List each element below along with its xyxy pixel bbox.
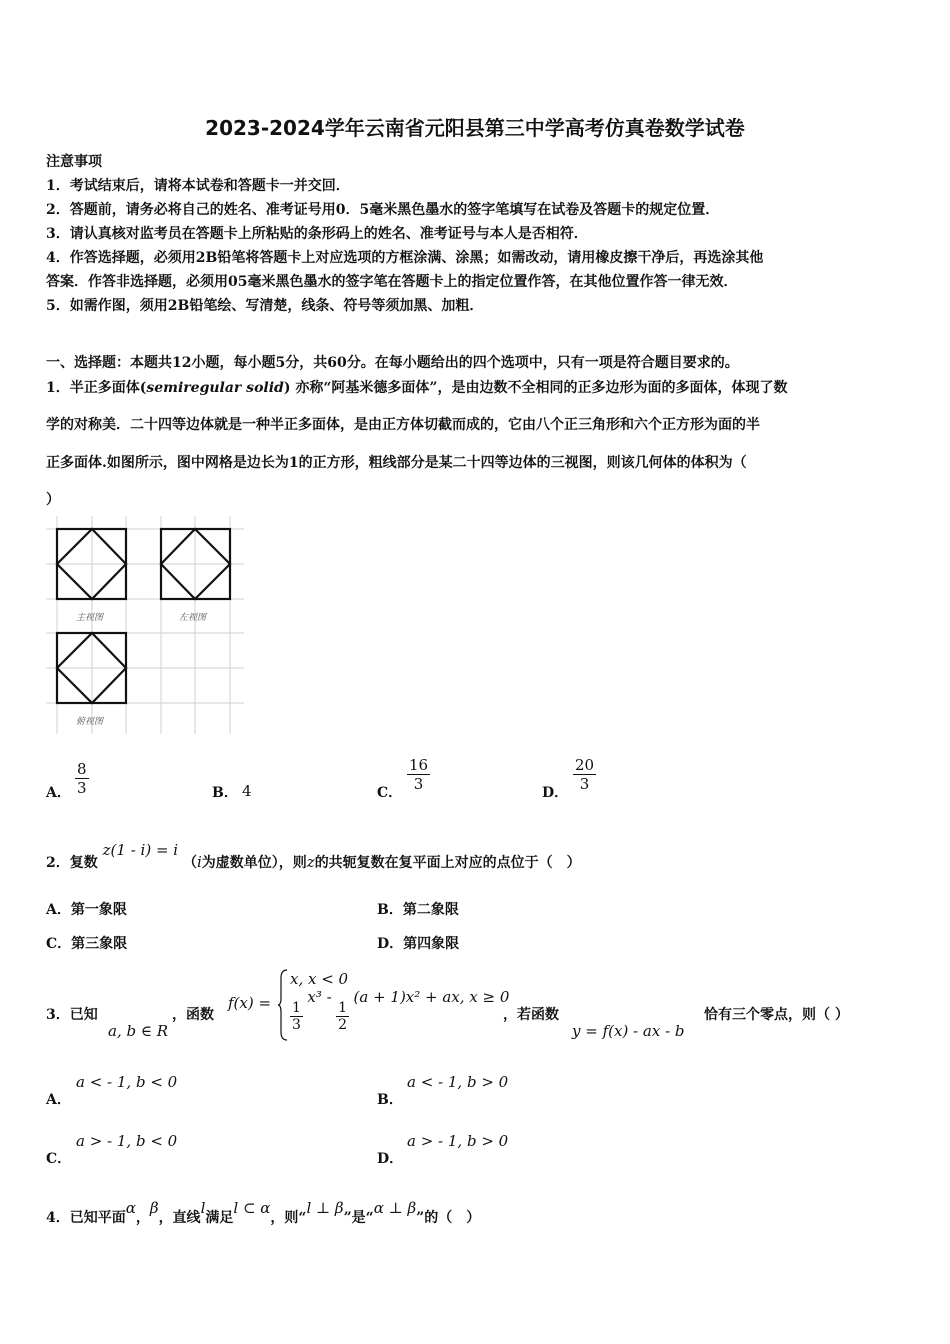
front-view-label: 主视图 [76,613,104,623]
q3-prefix: 3．已知 [46,1007,98,1023]
q3-condition: a, b ∈ R [108,1022,169,1040]
q1-option-a-value: $\frac{8}{3}$ [77,760,87,797]
q4-stem: 4．已知平面α，β，直线l满足l ⊂ α，则“l ⊥ β”是“α ⊥ β”的（ ） [46,1199,481,1226]
q1-option-c-label[interactable]: C． [377,785,403,801]
q1-line3: 正多面体.如图所示，图中网格是边长为1的正方形，粗线部分是某二十四等边体的三视图，则该几何体的体积为（ [46,455,747,471]
three-view-svg [46,516,246,736]
q3-mid2: ，若函数 [503,1007,559,1023]
notice-item: 5．如需作图，须用2B铅笔绘、写清楚，线条、符号等须加黑、加粗． [46,298,484,314]
q3-case1: x, x < 0 [290,970,349,988]
q1-option-a-label[interactable]: A． [46,785,71,801]
q3-option-b-label[interactable]: B． [377,1092,403,1108]
q3-option-d-value: a > - 1, b > 0 [407,1132,509,1150]
notice-item: 答案．作答非选择题，必须用05毫米黑色墨水的签字笔在答题卡上的指定位置作答，在其他位置作答一律无效． [46,274,738,290]
q1-option-d-value: $\frac{20}{3}$ [575,756,595,793]
three-view-figure [46,516,246,740]
q3-option-a-label[interactable]: A． [46,1092,71,1108]
q1-option-b-label[interactable]: B． [212,785,238,801]
q1-term: semiregular solid [146,380,284,396]
q3-option-a-value: a < - 1, b < 0 [76,1073,178,1091]
q2-option-b[interactable]: B．第二象限 [377,902,459,918]
notice-item: 1．考试结束后，请将本试卷和答题卡一并交回． [46,178,350,194]
q1-line1: 1．半正多面体(semiregular solid) 亦称“阿基米德多面体”，是由边数不全相同的正多边形为面的多面体，体现了数 [46,380,788,396]
q3-mid: ，函数 [172,1007,214,1023]
notice-item: 4．作答选择题，必须用2B铅笔将答题卡上对应选项的方框涂满、涂黑；如需改动，请用橡皮擦干净后，再选涂其他 [46,250,764,266]
q1-option-c-value: $\frac{16}{3}$ [409,756,429,793]
side-view-label: 左视图 [179,613,207,623]
page-title: 2023-2024学年云南省元阳县第三中学高考仿真卷数学试卷 [205,116,745,140]
q2-option-a[interactable]: A．第一象限 [46,902,127,918]
q2-option-d[interactable]: D．第四象限 [377,936,460,952]
q3-brace [277,968,289,1042]
q3-option-d-label[interactable]: D． [377,1151,404,1167]
notice-section [46,150,906,318]
q3-y-expression: y = f(x) - ax - b [572,1022,685,1040]
q3-option-c-label[interactable]: C． [46,1151,72,1167]
q3-option-c-value: a > - 1, b < 0 [76,1132,178,1150]
section-heading: 一、选择题：本题共12小题，每小题5分，共60分。在每小题给出的四个选项中，只有一项是符合题目要求的。 [46,355,739,371]
notice-item: 3．请认真核对监考员在答题卡上所粘贴的条形码上的姓名、准考证号与本人是否相符． [46,226,588,242]
q3-fx: f(x) = [228,994,272,1012]
q2-expression: z(1 - i) = i [102,841,179,859]
q3-case2: $\frac{1}{3}$ x³ - $\frac{1}{2}$ (a + 1)x² + ax, x ≥ 0 [292,988,510,1033]
q2-stem: 2．复数 z(1 - i) = i （i为虚数单位），则z的共轭复数在复平面上对应的点位于（ ） [46,841,581,871]
q2-option-c[interactable]: C．第三象限 [46,936,128,952]
q3-option-b-value: a < - 1, b > 0 [407,1073,509,1091]
q1-option-d-label[interactable]: D． [542,785,569,801]
q1-option-b-value: 4 [242,782,252,800]
top-view-label: 俯视图 [76,717,104,727]
q4-alpha: α [125,1199,136,1217]
q1-line4: ） [46,492,60,508]
notice-item: 2．答题前，请务必将自己的姓名、准考证号用0．5毫米黑色墨水的签字笔填写在试卷及答题卡的规定位置． [46,202,720,218]
q4-beta: β [149,1199,159,1217]
q3-suffix: 恰有三个零点，则（ ） [704,1007,849,1023]
notice-heading: 注意事项 [46,154,102,170]
q1-line2: 学的对称美．二十四等边体就是一种半正多面体，是由正方体切截而成的，它由八个正三角形和六个正方形为面的半 [46,417,760,433]
